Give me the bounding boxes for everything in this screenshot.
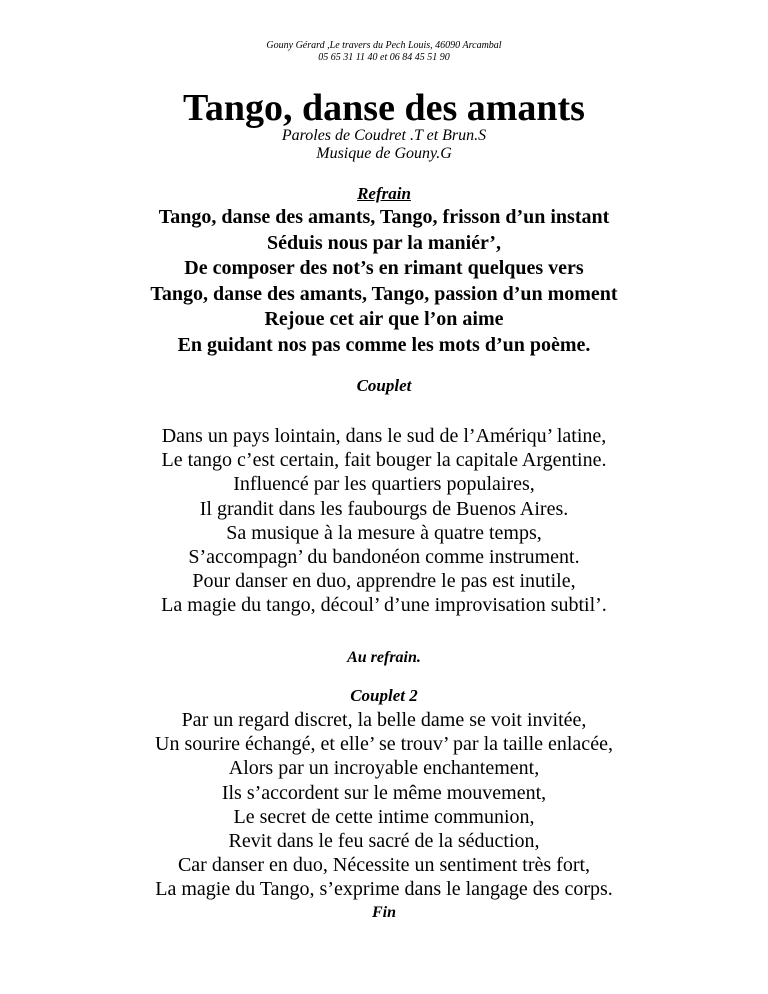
author-phone: 05 65 31 11 40 et 06 84 45 51 90 [318, 52, 450, 63]
couplet2-line: Le secret de cette intime communion, [233, 805, 535, 828]
couplet-line: Il grandit dans les faubourgs de Buenos Aires. [199, 497, 569, 520]
song-credits [0, 127, 768, 163]
refrain-line: Tango, danse des amants, Tango, passion d’un moment [150, 282, 618, 305]
refrain-verse [0, 205, 768, 359]
au-refrain-note: Au refrain. [347, 649, 421, 666]
song-title: Tango, danse des amants [183, 87, 585, 129]
end-marker: Fin [371, 904, 396, 921]
couplet-line: S’accompagn’ du bandonéon comme instrument. [188, 546, 580, 569]
refrain-heading: Refrain [357, 184, 411, 203]
lyrics-credit: Paroles de Coudret .T et Brun.S [281, 127, 487, 144]
refrain-line: Séduis nous par la maniér’, [267, 231, 501, 254]
couplet2-line: La magie du Tango, s’exprime dans le langage des corps. [155, 878, 613, 901]
couplet-line: La magie du tango, découl’ d’une improvisation subtil’. [161, 594, 607, 617]
couplet-heading: Couplet [356, 376, 412, 395]
music-credit: Musique de Gouny.G [316, 145, 452, 162]
couplet2-heading: Couplet 2 [350, 686, 418, 705]
couplet2-line: Ils s’accordent sur le même mouvement, [221, 781, 547, 804]
couplet-verse [0, 424, 768, 618]
couplet-line: Influencé par les quartiers populaires, [233, 473, 535, 496]
couplet2-line: Un sourire échangé, et elle’ se trouv’ par la taille enlacée, [155, 733, 613, 756]
couplet2-line: Alors par un incroyable enchantement, [228, 757, 540, 780]
couplet-line: Le tango c’est certain, fait bouger la capitale Argentine. [161, 449, 607, 472]
refrain-line: Tango, danse des amants, Tango, frisson d’un instant [158, 206, 610, 228]
author-header [0, 40, 768, 64]
couplet2-line: Par un regard discret, la belle dame se voit invitée, [181, 709, 587, 731]
couplet-line: Dans un pays lointain, dans le sud de l’Amériqu’ latine, [161, 425, 607, 447]
couplet-line: Sa musique à la mesure à quatre temps, [226, 521, 542, 544]
couplet2-line: Revit dans le feu sacré de la séduction, [228, 830, 540, 853]
couplet2-line: Car danser en duo, Nécessite un sentiment très fort, [177, 854, 591, 877]
couplet2-verse [0, 708, 768, 902]
author-address: Gouny Gérard ,Le travers du Pech Louis, 46090 Arcambal [266, 40, 502, 51]
refrain-line: En guidant nos pas comme les mots d’un poème. [177, 333, 591, 356]
refrain-line: De composer des not’s en rimant quelques vers [184, 257, 584, 280]
couplet-line: Pour danser en duo, apprendre le pas est inutile, [192, 570, 576, 593]
refrain-line: Rejoue cet air que l’on aime [264, 308, 504, 331]
